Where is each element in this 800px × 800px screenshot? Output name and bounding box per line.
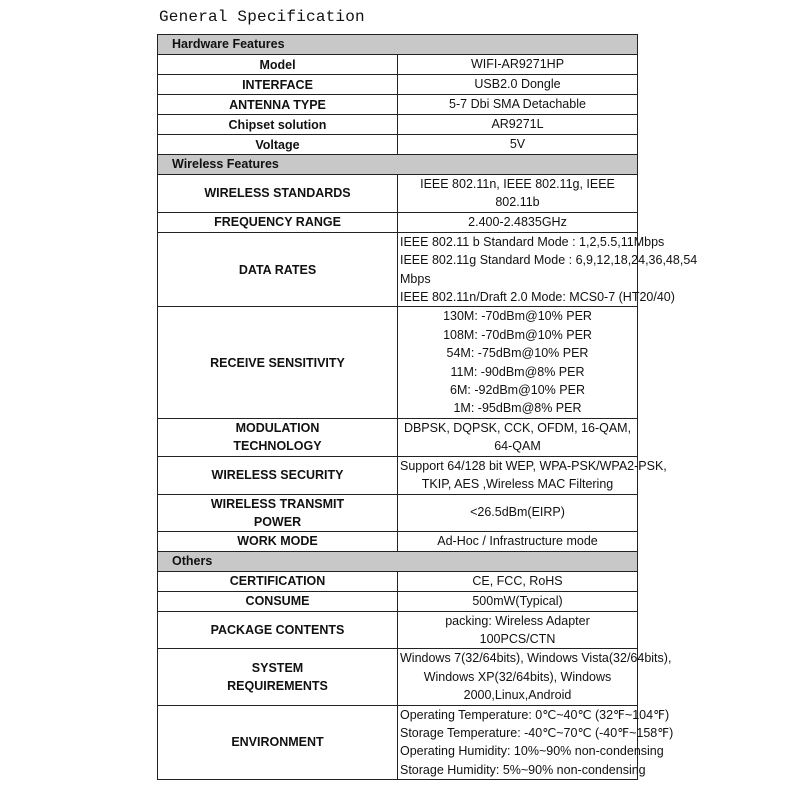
row-value (398, 649, 672, 705)
row-label: Chipset solution (158, 115, 398, 135)
table-row (158, 212, 638, 232)
table-row (158, 175, 638, 213)
row-value (398, 705, 674, 780)
section-header-hardware (158, 35, 638, 55)
table-row (158, 307, 638, 418)
value-line: Storage Temperature: -40℃~70℃ (-40℉~158℉) (400, 725, 674, 740)
table-row (158, 95, 638, 115)
row-value: IEEE 802.11n, IEEE 802.11g, IEEE 802.11b (398, 175, 638, 213)
row-label: CERTIFICATION (158, 571, 398, 591)
value-line: Operating Temperature: 0℃~40℃ (32℉~104℉) (400, 707, 670, 722)
value-line: Storage Humidity: 5%~90% non-condensing (400, 762, 646, 777)
row-label (158, 418, 398, 456)
row-value: USB2.0 Dongle (398, 75, 638, 95)
row-value (398, 307, 638, 418)
row-value: 2.400-2.4835GHz (398, 212, 638, 232)
row-label: FREQUENCY RANGE (158, 212, 398, 232)
value-line: Support 64/128 bit WEP, WPA-PSK/WPA2-PSK, (400, 458, 667, 473)
row-value: 5V (398, 135, 638, 155)
row-label: WIRELESS SECURITY (158, 456, 398, 494)
table-row (158, 571, 638, 591)
row-label: PACKAGE CONTENTS (158, 611, 398, 649)
table-row (158, 232, 638, 307)
value-line: Windows XP(32/64bits), Windows (423, 669, 612, 684)
table-row (158, 494, 638, 531)
label-line: MODULATION (235, 421, 320, 436)
row-value: 500mW(Typical) (398, 591, 638, 611)
table-row (158, 591, 638, 611)
row-label: RECEIVE SENSITIVITY (158, 307, 398, 418)
value-line: IEEE 802.11 b Standard Mode : 1,2,5.5,11Mbps (400, 234, 665, 249)
value-line: packing: Wireless Adapter (445, 613, 590, 628)
row-value (398, 611, 638, 649)
row-label: CONSUME (158, 591, 398, 611)
row-label: ANTENNA TYPE (158, 95, 398, 115)
row-value: 5-7 Dbi SMA Detachable (398, 95, 638, 115)
table-row (158, 705, 638, 780)
row-label: WORK MODE (158, 531, 398, 551)
row-label: DATA RATES (158, 232, 398, 307)
section-title: Hardware Features (158, 35, 638, 55)
row-value: WIFI-AR9271HP (398, 55, 638, 75)
value-line: 100PCS/CTN (479, 631, 556, 646)
value-line: Operating Humidity: 10%~90% non-condensing (400, 744, 664, 759)
section-title: Wireless Features (158, 155, 638, 175)
row-label (158, 494, 398, 531)
table-row (158, 531, 638, 551)
value-line: 54M: -75dBm@10% PER (446, 346, 589, 361)
table-row (158, 55, 638, 75)
label-line: WIRELESS TRANSMIT (210, 496, 345, 511)
table-row (158, 649, 638, 705)
table-row (158, 418, 638, 456)
value-line: TKIP, AES ,Wireless MAC Filtering (421, 477, 614, 492)
label-line: REQUIREMENTS (227, 678, 328, 693)
table-row (158, 611, 638, 649)
section-header-wireless (158, 155, 638, 175)
section-header-others (158, 551, 638, 571)
row-value: CE, FCC, RoHS (398, 571, 638, 591)
value-line: IEEE 802.11g Standard Mode : 6,9,12,18,24,36,48,54 (400, 253, 698, 268)
row-value (398, 232, 698, 307)
value-line: 130M: -70dBm@10% PER (443, 309, 592, 324)
section-title: Others (158, 551, 638, 571)
label-line: SYSTEM (251, 660, 304, 675)
row-value: <26.5dBm(EIRP) (398, 494, 638, 531)
label-line: TECHNOLOGY (233, 439, 322, 454)
value-line: IEEE 802.11n/Draft 2.0 Mode: MCS0-7 (HT20/40) (400, 290, 675, 305)
value-line: 6M: -92dBm@10% PER (450, 383, 585, 398)
row-value: Ad-Hoc / Infrastructure mode (398, 531, 638, 551)
table-row (158, 115, 638, 135)
value-line: 1M: -95dBm@8% PER (453, 401, 582, 416)
row-value (398, 456, 667, 494)
value-line: Mbps (400, 271, 431, 286)
row-label: ENVIRONMENT (158, 705, 398, 780)
value-line: Windows 7(32/64bits), Windows Vista(32/64bits), (400, 651, 672, 666)
spec-table (157, 34, 698, 780)
row-value: DBPSK, DQPSK, CCK, OFDM, 16-QAM, 64-QAM (398, 418, 638, 456)
value-line: 108M: -70dBm@10% PER (443, 327, 592, 342)
row-label: Voltage (158, 135, 398, 155)
value-line: 11M: -90dBm@8% PER (450, 364, 585, 379)
row-label: INTERFACE (158, 75, 398, 95)
label-line: POWER (253, 514, 302, 529)
row-label: WIRELESS STANDARDS (158, 175, 398, 213)
row-value: AR9271L (398, 115, 638, 135)
value-line: 2000,Linux,Android (463, 688, 572, 703)
row-label (158, 649, 398, 705)
table-row (158, 456, 638, 494)
table-row (158, 135, 638, 155)
document-title: General Specification (159, 8, 365, 26)
table-row (158, 75, 638, 95)
row-label: Model (158, 55, 398, 75)
